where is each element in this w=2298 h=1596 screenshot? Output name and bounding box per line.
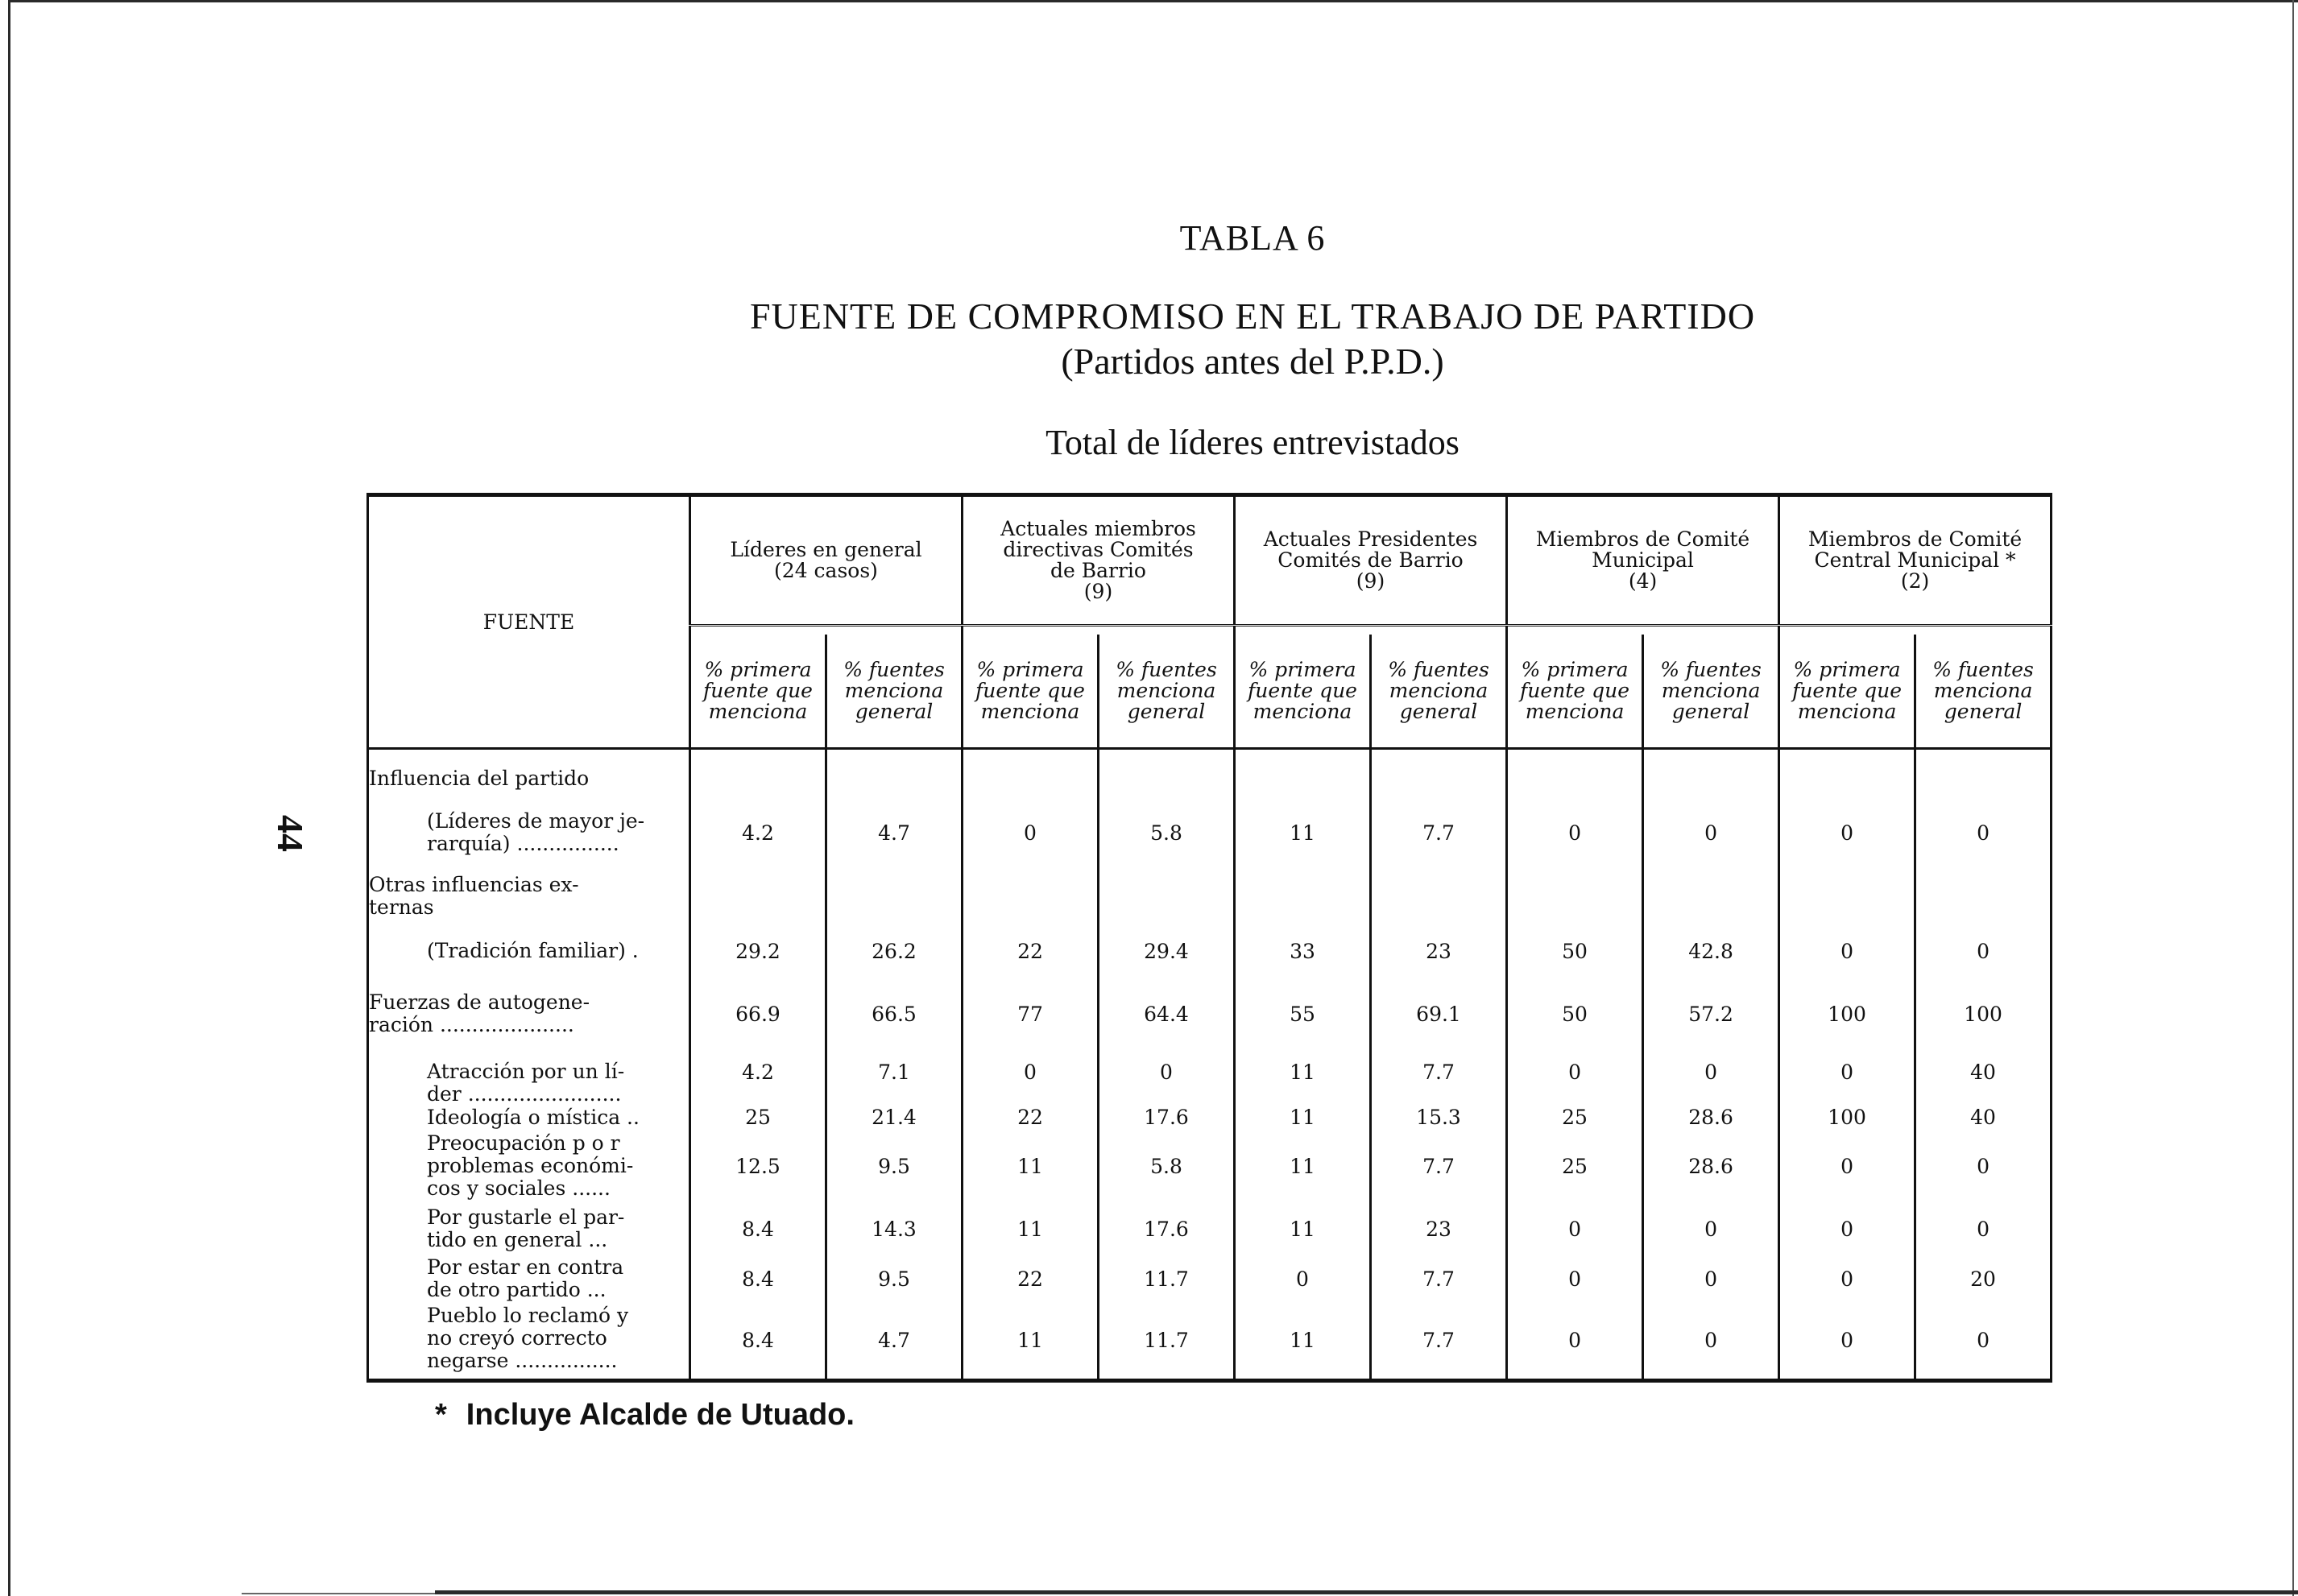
table-cell: 0 — [1507, 1255, 1643, 1303]
table-cell: 57.2 — [1643, 974, 1779, 1054]
table-caption: Total de líderes entrevistados — [1045, 423, 1460, 462]
table-cell: 7.7 — [1371, 1054, 1507, 1106]
table-cell: 11 — [1235, 1129, 1371, 1203]
table-title: FUENTE DE COMPROMISO EN EL TRABAJO DE PARTIDO — [749, 296, 1756, 337]
table-cell: 29.2 — [690, 928, 826, 974]
table-cell: 0 — [1915, 928, 2052, 974]
subheader-primera: % primera fuente que menciona — [1779, 635, 1915, 749]
page-border-top — [8, 0, 2298, 2]
row-label: Fuerzas de autogene- ración ..................... — [368, 974, 690, 1054]
table-cell: 21.4 — [826, 1106, 963, 1129]
table-cell: 0 — [1779, 1255, 1915, 1303]
table-cell: 0 — [1915, 1203, 2052, 1255]
table-cell: 7.7 — [1371, 1255, 1507, 1303]
group-header-line: de Barrio — [1050, 559, 1146, 582]
table-cell: 0 — [1779, 1054, 1915, 1106]
table-cell: 50 — [1507, 974, 1643, 1054]
subheader-fuentes: % fuentes menciona general — [1643, 635, 1779, 749]
table-row — [368, 801, 2052, 864]
table-row — [368, 1303, 2052, 1380]
table-cell: 4.2 — [690, 801, 826, 864]
table-cell: 5.8 — [1099, 801, 1235, 864]
table-cell: 8.4 — [690, 1255, 826, 1303]
table-cell: 4.7 — [826, 1303, 963, 1380]
row-label: (Líderes de mayor je- rarquía) ................ — [368, 801, 690, 864]
table-cell: 0 — [1643, 1255, 1779, 1303]
row-label: Por estar en contra de otro partido ... — [368, 1255, 690, 1303]
subheader-primera: % primera fuente que menciona — [963, 635, 1099, 749]
table-cell: 7.1 — [826, 1054, 963, 1106]
table-cell: 0 — [1643, 1054, 1779, 1106]
subheader-primera: % primera fuente que menciona — [1507, 635, 1643, 749]
row-label: Por gustarle el par- tido en general ... — [368, 1203, 690, 1255]
table-cell: 0 — [963, 1054, 1099, 1106]
table-cell: 25 — [1507, 1129, 1643, 1203]
table-label: TABLA 6 — [1179, 218, 1326, 258]
subheader-fuentes: % fuentes menciona general — [1371, 635, 1507, 749]
double-rule — [1507, 626, 1779, 635]
table-cell: 11.7 — [1099, 1255, 1235, 1303]
group-header-line: Actuales Presidentes — [1263, 527, 1478, 551]
group-header-row — [368, 495, 2052, 626]
table-row — [368, 1203, 2052, 1255]
table-cell: 22 — [963, 928, 1099, 974]
footnote-marker: * — [435, 1398, 447, 1432]
table-cell: 77 — [963, 974, 1099, 1054]
table-cell: 0 — [1915, 1129, 2052, 1203]
table-cell: 23 — [1371, 928, 1507, 974]
group-header-line: Central Municipal * — [1814, 548, 2016, 572]
table-cell: 8.4 — [690, 1303, 826, 1380]
table-cell: 69.1 — [1371, 974, 1507, 1054]
table-row — [368, 974, 2052, 1054]
table-cell: 26.2 — [826, 928, 963, 974]
table-cell: 5.8 — [1099, 1129, 1235, 1203]
table-row — [368, 1106, 2052, 1129]
group-header-line: directivas Comités — [1003, 538, 1194, 561]
group-header-line: Actuales miembros — [1000, 517, 1196, 540]
table-cell: 0 — [1099, 1054, 1235, 1106]
subheader-primera: % primera fuente que menciona — [1235, 635, 1371, 749]
table-cell: 25 — [690, 1106, 826, 1129]
table-cell: 11.7 — [1099, 1303, 1235, 1380]
table-cell: 40 — [1915, 1106, 2052, 1129]
table-cell: 17.6 — [1099, 1106, 1235, 1129]
subheader-fuentes: % fuentes menciona general — [1915, 635, 2052, 749]
row-label: (Tradición familiar) . — [368, 928, 690, 974]
table-cell: 0 — [1643, 1203, 1779, 1255]
table-cell: 17.6 — [1099, 1203, 1235, 1255]
table-cell: 20 — [1915, 1255, 2052, 1303]
table-cell: 7.7 — [1371, 801, 1507, 864]
data-table — [366, 493, 2052, 1383]
page-border-bottom — [435, 1590, 2298, 1594]
table-cell: 40 — [1915, 1054, 2052, 1106]
double-rule — [690, 626, 963, 635]
table-cell: 100 — [1779, 974, 1915, 1054]
group-header-2 — [1235, 495, 1507, 626]
table-cell: 0 — [1915, 801, 2052, 864]
table-cell: 0 — [1507, 1303, 1643, 1380]
table-cell: 14.3 — [826, 1203, 963, 1255]
row-label: Otras influencias ex- ternas — [368, 864, 690, 928]
group-header-3 — [1507, 495, 1779, 626]
header-rule — [368, 749, 690, 757]
table-cell: 11 — [963, 1129, 1099, 1203]
table-cell: 11 — [1235, 1106, 1371, 1129]
table-row — [368, 1054, 2052, 1106]
group-header-line: (9) — [1083, 580, 1113, 603]
group-header-line: (4) — [1628, 569, 1658, 593]
double-rule — [1235, 626, 1507, 635]
table-cell: 0 — [1779, 1129, 1915, 1203]
table-subtitle: (Partidos antes del P.P.D.) — [1061, 341, 1444, 382]
table-cell: 0 — [1779, 1303, 1915, 1380]
table-cell: 15.3 — [1371, 1106, 1507, 1129]
group-header-line: Líderes en general — [730, 538, 922, 561]
table-cell: 12.5 — [690, 1129, 826, 1203]
subheader-primera: % primera fuente que menciona — [690, 635, 826, 749]
table-row — [368, 756, 2052, 801]
table-cell: 0 — [1507, 801, 1643, 864]
table-row — [368, 864, 2052, 928]
table-cell: 7.7 — [1371, 1129, 1507, 1203]
table-cell: 0 — [1643, 801, 1779, 864]
table-cell: 66.5 — [826, 974, 963, 1054]
double-rule — [1779, 626, 2052, 635]
table-cell: 0 — [1779, 1203, 1915, 1255]
row-label: Influencia del partido — [368, 756, 690, 801]
double-rule — [963, 626, 1235, 635]
group-header-line: Miembros de Comité — [1807, 527, 2023, 551]
group-header-1 — [963, 495, 1235, 626]
table-cell: 4.2 — [690, 1054, 826, 1106]
table-row — [368, 928, 2052, 974]
table-cell: 0 — [963, 801, 1099, 864]
table-cell: 55 — [1235, 974, 1371, 1054]
group-header-4 — [1779, 495, 2052, 626]
table-cell: 4.7 — [826, 801, 963, 864]
table-cell: 9.5 — [826, 1129, 963, 1203]
subheader-fuentes: % fuentes menciona general — [826, 635, 963, 749]
table-cell: 22 — [963, 1106, 1099, 1129]
table-cell: 66.9 — [690, 974, 826, 1054]
table-cell: 64.4 — [1099, 974, 1235, 1054]
table-row — [368, 1255, 2052, 1303]
table-cell: 42.8 — [1643, 928, 1779, 974]
table-cell: 22 — [963, 1255, 1099, 1303]
table-cell: 29.4 — [1099, 928, 1235, 974]
table-cell: 28.6 — [1643, 1129, 1779, 1203]
table-cell: 100 — [1779, 1106, 1915, 1129]
table-cell: 11 — [963, 1303, 1099, 1380]
stub-header-cell — [368, 495, 690, 749]
table-cell: 0 — [1779, 801, 1915, 864]
subheader-fuentes: % fuentes menciona general — [1099, 635, 1235, 749]
table-cell: 50 — [1507, 928, 1643, 974]
table-cell: 100 — [1915, 974, 2052, 1054]
group-header-line: (2) — [1900, 569, 1930, 593]
row-label: Pueblo lo reclamó y no creyó correcto negarse ................ — [368, 1303, 690, 1380]
table-cell: 9.5 — [826, 1255, 963, 1303]
row-label: Atracción por un lí- der ........................ — [368, 1054, 690, 1106]
row-label: Preocupación p o r problemas económi- cos y sociales ...... — [368, 1129, 690, 1203]
table-cell: 0 — [1507, 1203, 1643, 1255]
header-rule-row — [368, 749, 2052, 757]
table-cell: 11 — [1235, 1303, 1371, 1380]
footnote-text: Incluye Alcalde de Utuado. — [466, 1398, 855, 1432]
group-header-line: (9) — [1356, 569, 1385, 593]
page-border-bottom-thin — [242, 1593, 435, 1594]
table-cell: 28.6 — [1643, 1106, 1779, 1129]
table-cell: 11 — [963, 1203, 1099, 1255]
table-cell: 0 — [1915, 1303, 2052, 1380]
table-cell: 33 — [1235, 928, 1371, 974]
row-label: Ideología o mística .. — [368, 1106, 690, 1129]
table-cell: 11 — [1235, 1203, 1371, 1255]
table-cell: 11 — [1235, 1054, 1371, 1106]
group-header-0 — [690, 495, 963, 626]
stub-header: FUENTE — [482, 610, 575, 634]
group-header-line: (24 casos) — [774, 559, 878, 582]
table-row — [368, 1129, 2052, 1203]
table-cell: 23 — [1371, 1203, 1507, 1255]
table-cell: 11 — [1235, 801, 1371, 864]
table-cell: 0 — [1507, 1054, 1643, 1106]
group-header-line: Miembros de Comité — [1535, 527, 1750, 551]
group-header-line: Comités de Barrio — [1277, 548, 1464, 572]
table-cell: 0 — [1779, 928, 1915, 974]
group-header-line: Municipal — [1592, 548, 1694, 572]
table-cell: 25 — [1507, 1106, 1643, 1129]
page-number: 44 — [270, 815, 311, 852]
table-cell: 7.7 — [1371, 1303, 1507, 1380]
table-cell: 0 — [1235, 1255, 1371, 1303]
table-cell: 8.4 — [690, 1203, 826, 1255]
footnote — [435, 1398, 855, 1433]
table-cell: 0 — [1643, 1303, 1779, 1380]
